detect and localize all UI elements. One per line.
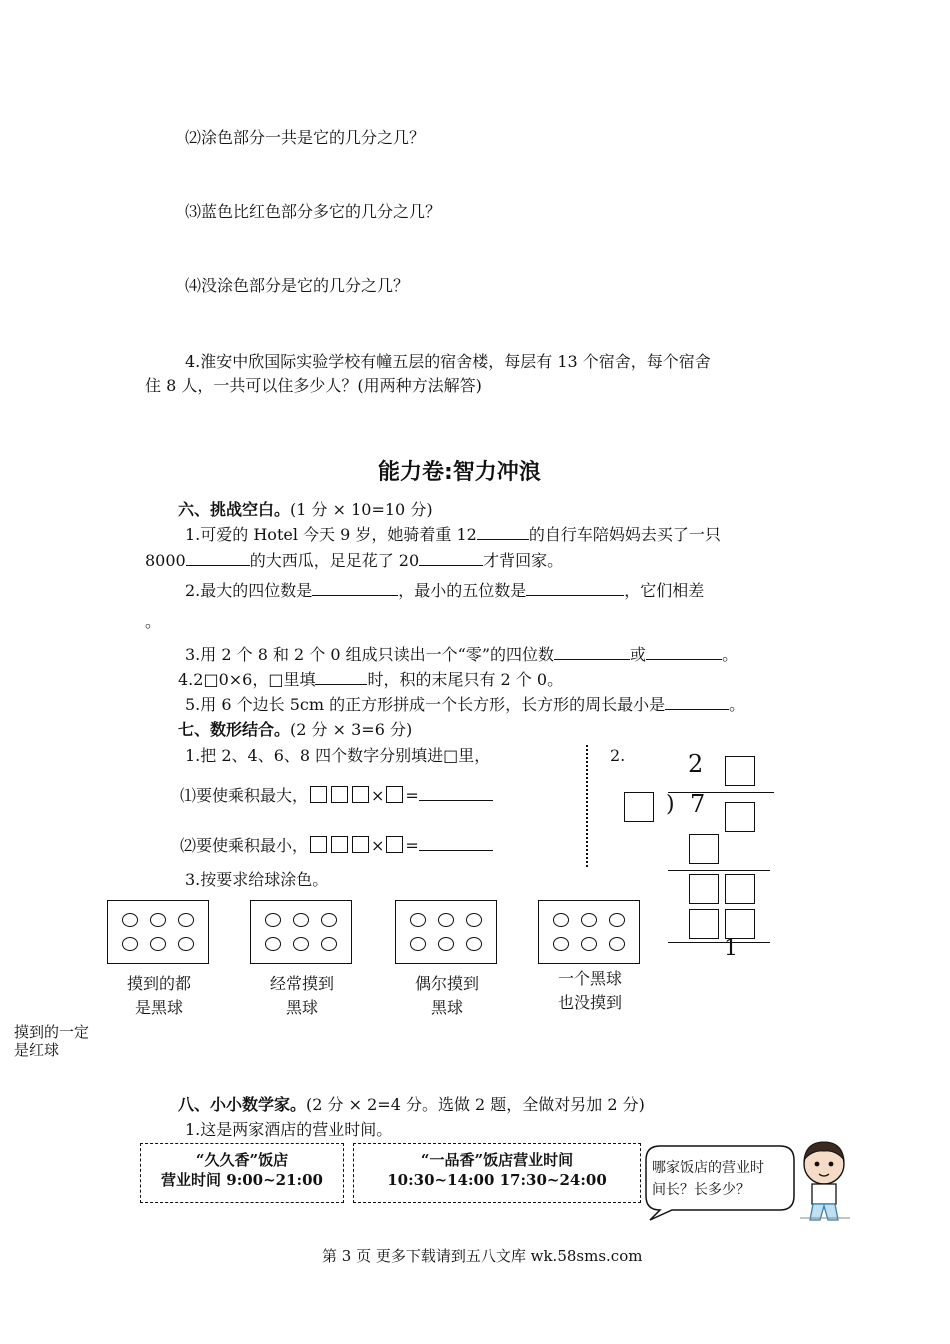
- ball-bag-3: [395, 900, 497, 964]
- answer-blank[interactable]: [477, 525, 529, 540]
- ball[interactable]: [581, 913, 597, 927]
- digit-box[interactable]: [331, 836, 348, 853]
- section-8-score: (2 分 × 2=4 分。选做 2 题，全做对另加 2 分): [306, 1095, 645, 1114]
- s7-q1-1: [180, 786, 493, 805]
- s6-q4-text-a: 4.2□0×6，□里填: [178, 670, 316, 689]
- ball[interactable]: [178, 913, 194, 927]
- s6-q1-text-a: 1.可爱的 Hotel 今天 9 岁，她骑着重 12: [185, 525, 477, 544]
- s7-q1-1-text: ⑴要使乘积最大，: [180, 786, 309, 805]
- caption-line: 一个黑球: [557, 969, 622, 988]
- caption-line: 经常摸到: [269, 974, 334, 993]
- ball[interactable]: [466, 937, 482, 951]
- answer-blank[interactable]: [312, 581, 398, 596]
- ball[interactable]: [410, 937, 426, 951]
- caption-line: 摸到的都: [126, 974, 191, 993]
- shop-2-name: “一品香”饭店营业时间: [420, 1151, 574, 1169]
- digit-box[interactable]: [331, 786, 348, 803]
- page-footer: 第 3 页 更多下载请到五八文库 wk.58sms.com: [322, 1247, 643, 1265]
- ball-bag-2: [250, 900, 352, 964]
- quotient-digit: 2: [688, 750, 704, 778]
- answer-blank[interactable]: [315, 670, 367, 685]
- answer-blank[interactable]: [526, 581, 624, 596]
- s6-q3: [185, 645, 738, 664]
- answer-blank[interactable]: [186, 551, 250, 566]
- question-3-part-4: ⑷没涂色部分是它的几分之几？: [185, 276, 410, 295]
- ball[interactable]: [410, 913, 426, 927]
- remainder-box-2[interactable]: [725, 874, 755, 904]
- ball[interactable]: [122, 937, 138, 951]
- shop-2-hours: 10:30~14:00 17:30~24:00: [387, 1171, 607, 1189]
- divisor-box[interactable]: [624, 792, 654, 822]
- ball[interactable]: [150, 913, 166, 927]
- s6-q2-text-b: ，最小的五位数是: [398, 581, 527, 600]
- section-7-title: 七、数形结合。: [178, 720, 291, 739]
- ball[interactable]: [293, 937, 309, 951]
- section-6-title: 六、挑战空白。: [178, 500, 291, 519]
- ball-caption-1: [107, 972, 211, 1020]
- section-8-title: 八、小小数学家。: [178, 1095, 307, 1114]
- ball[interactable]: [581, 937, 597, 951]
- digit-box[interactable]: [310, 786, 327, 803]
- s6-q1-line-2: [145, 551, 563, 570]
- division-bar: [668, 792, 774, 793]
- ball[interactable]: [293, 913, 309, 927]
- s7-q1-2-text: ⑵要使乘积最小，: [180, 836, 309, 855]
- product-box-2[interactable]: [689, 909, 719, 939]
- bubble-line: 间长？长多少？: [652, 1182, 750, 1198]
- s6-q4-text-b: 时，积的末尾只有 2 个 0。: [367, 670, 564, 689]
- s6-q1-text-e: 才背回家。: [483, 551, 564, 570]
- ball[interactable]: [438, 913, 454, 927]
- dotted-separator: [586, 745, 588, 867]
- ball-bag-1: [107, 900, 209, 964]
- digit-box[interactable]: [310, 836, 327, 853]
- ball[interactable]: [609, 937, 625, 951]
- s6-q1-text-c: 8000: [145, 551, 186, 570]
- question-4-line-2: 住 8 人，一共可以住多少人？(用两种方法解答): [145, 376, 482, 395]
- s6-q2-line-2: 。: [145, 612, 162, 631]
- shop-1-box: [140, 1143, 344, 1203]
- ball-caption-2: [250, 972, 354, 1020]
- section-6-heading: [178, 500, 433, 519]
- digit-box[interactable]: [352, 836, 369, 853]
- caption-line: 偶尔摸到: [414, 974, 479, 993]
- s6-q2-text-a: 2.最大的四位数是: [185, 581, 313, 600]
- question-4-line-1: 4.淮安中欣国际实验学校有幢五层的宿舍楼，每层有 13 个宿舍，每个宿舍: [185, 352, 711, 371]
- caption-line: 是红球: [14, 1041, 60, 1059]
- extra-caption: [14, 1023, 89, 1059]
- s7-q3: 3.按要求给球涂色。: [185, 870, 329, 889]
- section-8-heading: [178, 1095, 645, 1114]
- answer-blank[interactable]: [554, 645, 630, 660]
- caption-line: 是黑球: [134, 998, 183, 1017]
- s6-q2-text-c: ，它们相差: [624, 581, 705, 600]
- ball[interactable]: [553, 937, 569, 951]
- caption-line: 黑球: [430, 998, 463, 1017]
- ball-caption-4: [538, 967, 642, 1015]
- shop-1-name: “久久香”饭店: [195, 1151, 289, 1169]
- ball[interactable]: [609, 913, 625, 927]
- s8-q1: 1.这是两家酒店的营业时间。: [185, 1120, 393, 1139]
- subtraction-line-1: [668, 870, 770, 871]
- cartoon-boy-icon: [796, 1138, 852, 1224]
- ball-bag-4: [538, 900, 640, 964]
- s7-q1-2: [180, 836, 493, 855]
- digit-box[interactable]: [386, 786, 403, 803]
- dividend-digit: 7: [690, 790, 706, 818]
- dividend-box[interactable]: [725, 802, 755, 832]
- ball[interactable]: [321, 937, 337, 951]
- ball-caption-3: [395, 972, 499, 1020]
- digit-box[interactable]: [352, 786, 369, 803]
- question-3-part-3: ⑶蓝色比红色部分多它的几分之几？: [185, 202, 442, 221]
- ball[interactable]: [553, 913, 569, 927]
- answer-blank[interactable]: [665, 695, 729, 710]
- s7-q2-label: 2.: [610, 746, 626, 765]
- ball[interactable]: [438, 937, 454, 951]
- ball[interactable]: [178, 937, 194, 951]
- s6-q3-text-a: 3.用 2 个 8 和 2 个 0 组成只读出一个“零”的四位数: [185, 645, 555, 664]
- s6-q2-line-1: [185, 581, 704, 600]
- s6-q4: [178, 670, 563, 689]
- ball[interactable]: [466, 913, 482, 927]
- digit-box[interactable]: [386, 836, 403, 853]
- section-7-heading: [178, 720, 412, 739]
- s6-q1-text-b: 的自行车陪妈妈去买了一只: [528, 525, 721, 544]
- equals-sign: =: [405, 786, 419, 805]
- remainder-box-1[interactable]: [689, 874, 719, 904]
- section-7-score: (2 分 × 3=6 分): [290, 720, 413, 739]
- answer-blank[interactable]: [646, 645, 722, 660]
- ball[interactable]: [122, 913, 138, 927]
- section-6-score: (1 分 × 10=10 分): [290, 500, 433, 519]
- s7-q1: 1.把 2、4、6、8 四个数字分别填进□里，: [185, 746, 491, 765]
- subtraction-line-2: [668, 942, 770, 943]
- remainder-digit: 1: [724, 936, 738, 961]
- shop-2-box: [353, 1143, 641, 1203]
- product-box[interactable]: [689, 834, 719, 864]
- ball[interactable]: [265, 913, 281, 927]
- bubble-text: [652, 1157, 764, 1201]
- product-box-3[interactable]: [725, 909, 755, 939]
- s6-q5: [185, 695, 745, 714]
- times-sign: ×: [371, 786, 385, 805]
- ball[interactable]: [150, 937, 166, 951]
- division-paren: ): [666, 792, 675, 817]
- s6-q5-text-b: 。: [729, 695, 746, 714]
- s6-q1-line-1: [185, 525, 721, 544]
- quotient-box[interactable]: [725, 756, 755, 786]
- s6-q5-text-a: 5.用 6 个边长 5cm 的正方形拼成一个长方形，长方形的周长最小是: [185, 695, 666, 714]
- s6-q3-text-b: 或: [630, 645, 647, 664]
- s6-q3-text-c: 。: [722, 645, 739, 664]
- question-3-part-2: ⑵涂色部分一共是它的几分之几？: [185, 128, 426, 147]
- answer-blank[interactable]: [419, 786, 493, 801]
- equals-sign: =: [405, 836, 419, 855]
- caption-line: 黑球: [285, 998, 318, 1017]
- answer-blank[interactable]: [419, 551, 483, 566]
- times-sign: ×: [371, 836, 385, 855]
- caption-line: 也没摸到: [557, 993, 622, 1012]
- caption-line: 摸到的一定: [14, 1023, 90, 1041]
- shop-1-hours: 营业时间 9:00~21:00: [161, 1171, 323, 1189]
- bubble-line: 哪家饭店的营业时: [652, 1160, 764, 1176]
- s6-q1-text-d: 的大西瓜，足足花了 20: [249, 551, 420, 570]
- answer-blank[interactable]: [419, 836, 493, 851]
- ball[interactable]: [321, 913, 337, 927]
- page-title: 能力卷:智力冲浪: [378, 460, 541, 485]
- ball[interactable]: [265, 937, 281, 951]
